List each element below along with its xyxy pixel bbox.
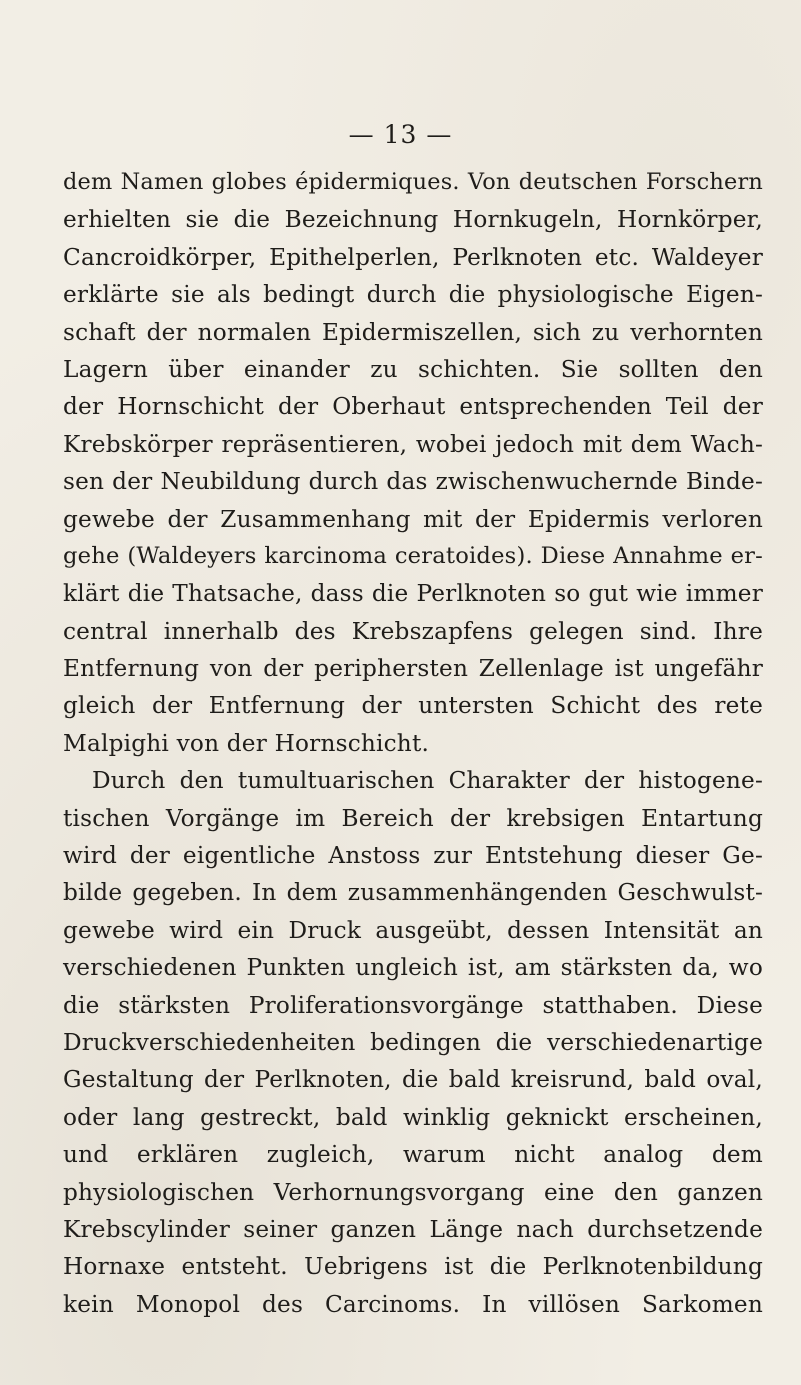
text-line: erklärte sie als bedingt durch die physiologische Eigen- <box>63 281 763 309</box>
text-line: dem Namen globes épidermiques. Von deutschen Forschern <box>63 169 763 195</box>
text-line: der Hornschicht der Oberhaut entsprechenden Teil der <box>63 393 763 421</box>
text-line: verschiedenen Punkten ungleich ist, am stärksten da, wo <box>63 954 763 982</box>
text-line: Krebskörper repräsentieren, wobei jedoch mit dem Wach- <box>63 430 763 458</box>
text-line: klärt die Thatsache, dass die Perlknoten so gut wie immer <box>63 580 763 608</box>
page-number: — 13 — <box>348 120 453 149</box>
text-line: Krebscylinder seiner ganzen Länge nach durchsetzende <box>63 1215 763 1243</box>
text-line: wird der eigentliche Anstoss zur Entstehung dieser Ge- <box>63 842 763 870</box>
text-line: gleich der Entfernung der untersten Schicht des rete <box>63 692 763 720</box>
body-text <box>63 164 763 1323</box>
text-line: die stärksten Proliferationsvorgänge statthaben. Diese <box>63 991 763 1019</box>
text-line: Entfernung von der periphersten Zellenlage ist ungefähr <box>63 655 763 683</box>
text-line: physiologischen Verhornungsvorgang eine den ganzen <box>63 1178 763 1206</box>
text-line: Cancroidkörper, Epithelperlen, Perlknoten etc. Waldeyer <box>63 243 763 271</box>
text-line: central innerhalb des Krebszapfens gelegen sind. Ihre <box>63 617 763 645</box>
text-line: sen der Neubildung durch das zwischenwuchernde Binde- <box>63 468 763 496</box>
text-line: Gestaltung der Perlknoten, die bald kreisrund, bald oval, <box>63 1066 763 1094</box>
text-line: Druckverschiedenheiten bedingen die verschiedenartige <box>63 1028 763 1056</box>
text-line: kein Monopol des Carcinoms. In villösen Sarkomen <box>63 1290 763 1318</box>
text-line: bilde gegeben. In dem zusammenhängenden Geschwulst- <box>63 879 763 907</box>
text-line: schaft der normalen Epidermiszellen, sich zu verhornten <box>63 318 763 346</box>
text-line: gewebe der Zusammenhang mit der Epidermis verloren <box>63 505 763 533</box>
text-line: Hornaxe entsteht. Uebrigens ist die Perlknotenbildung <box>63 1253 763 1281</box>
text-line: oder lang gestreckt, bald winklig geknickt erscheinen, <box>63 1103 763 1131</box>
text-line: erhielten sie die Bezeichnung Hornkugeln, Hornkörper, <box>63 206 763 234</box>
text-line: Lagern über einander zu schichten. Sie sollten den <box>63 355 763 383</box>
text-line: gewebe wird ein Druck ausgeübt, dessen Intensität an <box>63 916 763 944</box>
text-line: Malpighi von der Hornschicht. <box>63 729 430 757</box>
text-line: Durch den tumultuarischen Charakter der histogene- <box>92 767 763 795</box>
text-line: gehe (Waldeyers karcinoma ceratoides). Diese Annahme er- <box>63 542 763 569</box>
text-line: und erklären zugleich, warum nicht analog dem <box>63 1141 763 1169</box>
text-line: tischen Vorgänge im Bereich der krebsigen Entartung <box>63 804 763 832</box>
